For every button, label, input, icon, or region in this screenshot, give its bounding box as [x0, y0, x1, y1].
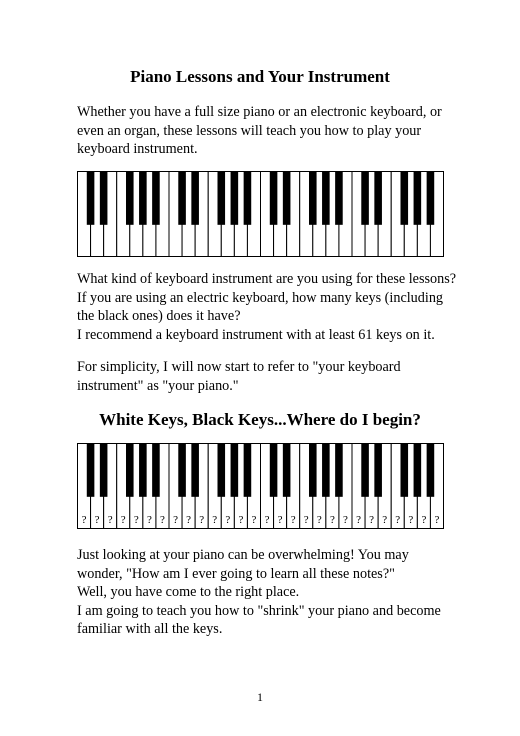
black-key: [414, 172, 422, 225]
closing-line: wonder, "How am I ever going to learn all these notes?": [77, 565, 395, 582]
black-key: [400, 444, 408, 497]
question-line: I recommend a keyboard instrument with at least 61 keys on it.: [77, 326, 435, 343]
key-label: ?: [329, 514, 335, 526]
key-label: ?: [408, 514, 414, 526]
key-label: ?: [81, 514, 87, 526]
key-label: ?: [94, 514, 100, 526]
black-key: [217, 444, 225, 497]
key-label: ?: [382, 514, 388, 526]
black-key: [270, 444, 278, 497]
black-key: [374, 172, 382, 225]
question-line: If you are using an electric keyboard, how many keys (including: [77, 289, 444, 306]
black-key: [191, 172, 199, 225]
black-key: [322, 172, 330, 225]
black-key: [231, 172, 239, 225]
black-key: [191, 444, 199, 497]
page-number: 1: [257, 690, 263, 704]
black-key: [322, 444, 330, 497]
simplicity-line: For simplicity, I will now start to refer to "your keyboard: [77, 359, 401, 375]
key-label: ?: [199, 514, 205, 526]
black-key: [139, 444, 147, 497]
key-label: ?: [238, 514, 244, 526]
black-key: [178, 444, 186, 497]
black-key: [126, 444, 134, 497]
question-line: What kind of keyboard instrument are you using for these lessons?: [77, 271, 457, 287]
black-key: [427, 172, 435, 225]
closing-paragraph: [77, 546, 477, 639]
key-label: ?: [290, 514, 296, 526]
key-label: ?: [107, 514, 113, 526]
intro-line: even an organ, these lessons will teach you how to play your: [77, 122, 422, 139]
key-label: ?: [343, 514, 348, 526]
closing-line: familiar with all the keys.: [77, 621, 223, 638]
key-label: ?: [434, 514, 440, 526]
black-key: [87, 172, 95, 225]
simplicity-paragraph: [77, 358, 477, 395]
black-key: [217, 172, 225, 225]
intro-line: Whether you have a full size piano or an electronic keyboard, or: [77, 104, 442, 120]
key-label: ?: [303, 514, 309, 526]
black-key: [231, 444, 239, 497]
key-label: ?: [264, 514, 270, 526]
key-label: ?: [225, 514, 231, 526]
page-title: Piano Lessons and Your Instrument: [130, 67, 390, 86]
key-label: ?: [173, 514, 178, 526]
black-key: [139, 172, 147, 225]
black-key: [414, 444, 422, 497]
question-line: the black ones) does it have?: [77, 308, 241, 325]
black-key: [283, 172, 291, 225]
intro-line: keyboard instrument.: [77, 141, 198, 158]
black-key: [427, 444, 435, 497]
key-label: ?: [120, 514, 126, 526]
key-label: ?: [421, 514, 427, 526]
closing-line: I am going to teach you how to "shrink" your piano and become: [77, 602, 441, 619]
black-key: [361, 172, 369, 225]
key-label: ?: [395, 514, 401, 526]
black-key: [335, 172, 343, 225]
black-key: [309, 172, 317, 225]
black-key: [87, 444, 95, 497]
key-label: ?: [369, 514, 375, 526]
keyboard-diagram-labeled: [77, 443, 444, 529]
black-key: [335, 444, 343, 497]
black-key: [152, 444, 160, 497]
key-label: ?: [212, 514, 218, 526]
simplicity-line: instrument" as "your piano.": [77, 377, 239, 394]
black-key: [100, 172, 108, 225]
keyboard-svg: [77, 443, 444, 529]
key-label: ?: [316, 514, 322, 526]
black-key: [100, 444, 108, 497]
key-label: ?: [186, 514, 192, 526]
black-key: [374, 444, 382, 497]
intro-paragraph: [77, 103, 477, 159]
black-key: [309, 444, 317, 497]
question-paragraph: [77, 270, 477, 344]
key-label: ?: [146, 514, 152, 526]
black-key: [361, 444, 369, 497]
key-label: ?: [133, 514, 139, 526]
black-key: [283, 444, 291, 497]
keyboard-svg: [77, 171, 444, 257]
black-key: [178, 172, 186, 225]
black-key: [244, 172, 252, 225]
key-label: ?: [160, 514, 165, 526]
keyboard-diagram-plain: [77, 171, 444, 257]
section-heading: White Keys, Black Keys...Where do I begin?: [99, 410, 421, 429]
black-key: [152, 172, 160, 225]
black-key: [126, 172, 134, 225]
black-key: [270, 172, 278, 225]
closing-line: Well, you have come to the right place.: [77, 584, 300, 601]
key-label: ?: [277, 514, 283, 526]
key-label: ?: [251, 514, 257, 526]
black-key: [400, 172, 408, 225]
key-label: ?: [356, 514, 361, 526]
closing-line: Just looking at your piano can be overwhelming! You may: [77, 547, 409, 563]
black-key: [244, 444, 252, 497]
